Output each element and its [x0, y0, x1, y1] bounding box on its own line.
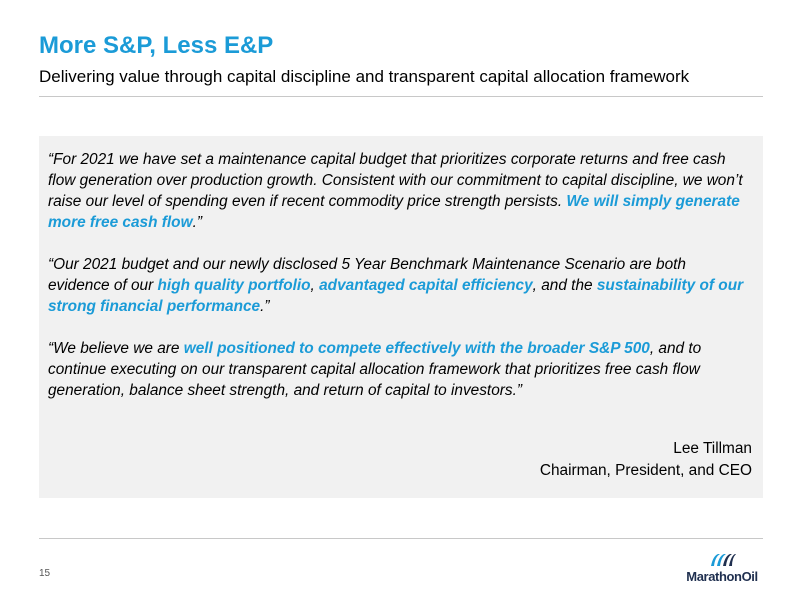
quote-highlight: high quality portfolio	[157, 277, 311, 294]
quote-text: , and the	[532, 277, 597, 294]
footer-divider	[39, 538, 763, 539]
logo-wordmark: MarathonOil	[686, 569, 758, 584]
page-number: 15	[39, 568, 51, 579]
page-subtitle: Delivering value through capital discipline and transparent capital allocation framework	[39, 67, 690, 86]
attribution-name: Lee Tillman	[673, 440, 752, 457]
quote-paragraph	[48, 254, 751, 317]
quote-text: “For 2021 we have set a maintenance capital budget that prioritizes corporate returns and free cash flow generation over production growth. Consistent with our commitment to capital discipline, we won’t raise our level of spending even if recent commodity price strength persists.	[48, 151, 743, 210]
company-logo	[682, 553, 762, 589]
quote-box	[39, 136, 763, 498]
quote-text: “We believe we are	[48, 340, 184, 357]
page-title: More S&P, Less E&P	[39, 32, 274, 59]
quote-paragraph	[48, 338, 751, 401]
quote-text: .”	[260, 298, 270, 315]
quote-highlight: well positioned to compete effectively with the broader S&P 500	[183, 340, 650, 357]
quote-highlight: We will simply generate more free cash flow	[48, 193, 740, 231]
marathon-wave-logo-icon	[710, 553, 736, 567]
quote-highlight: advantaged capital efficiency	[319, 277, 533, 294]
quote-text: ,	[310, 277, 320, 294]
quote-highlight: sustainability of our strong financial performance	[48, 277, 744, 315]
header-divider	[39, 96, 763, 97]
quote-paragraph	[48, 149, 751, 233]
quote-text: .”	[192, 214, 202, 231]
attribution-role: Chairman, President, and CEO	[539, 462, 752, 479]
quote-text: , and to continue executing on our transparent capital allocation framework that prioritizes free cash flow generation, balance sheet strength, and return of capital to investors.”	[48, 340, 702, 399]
attribution	[540, 438, 752, 482]
quote-text: “Our 2021 budget and our newly disclosed 5 Year Benchmark Maintenance Scenario are both evidence of our	[48, 256, 686, 294]
